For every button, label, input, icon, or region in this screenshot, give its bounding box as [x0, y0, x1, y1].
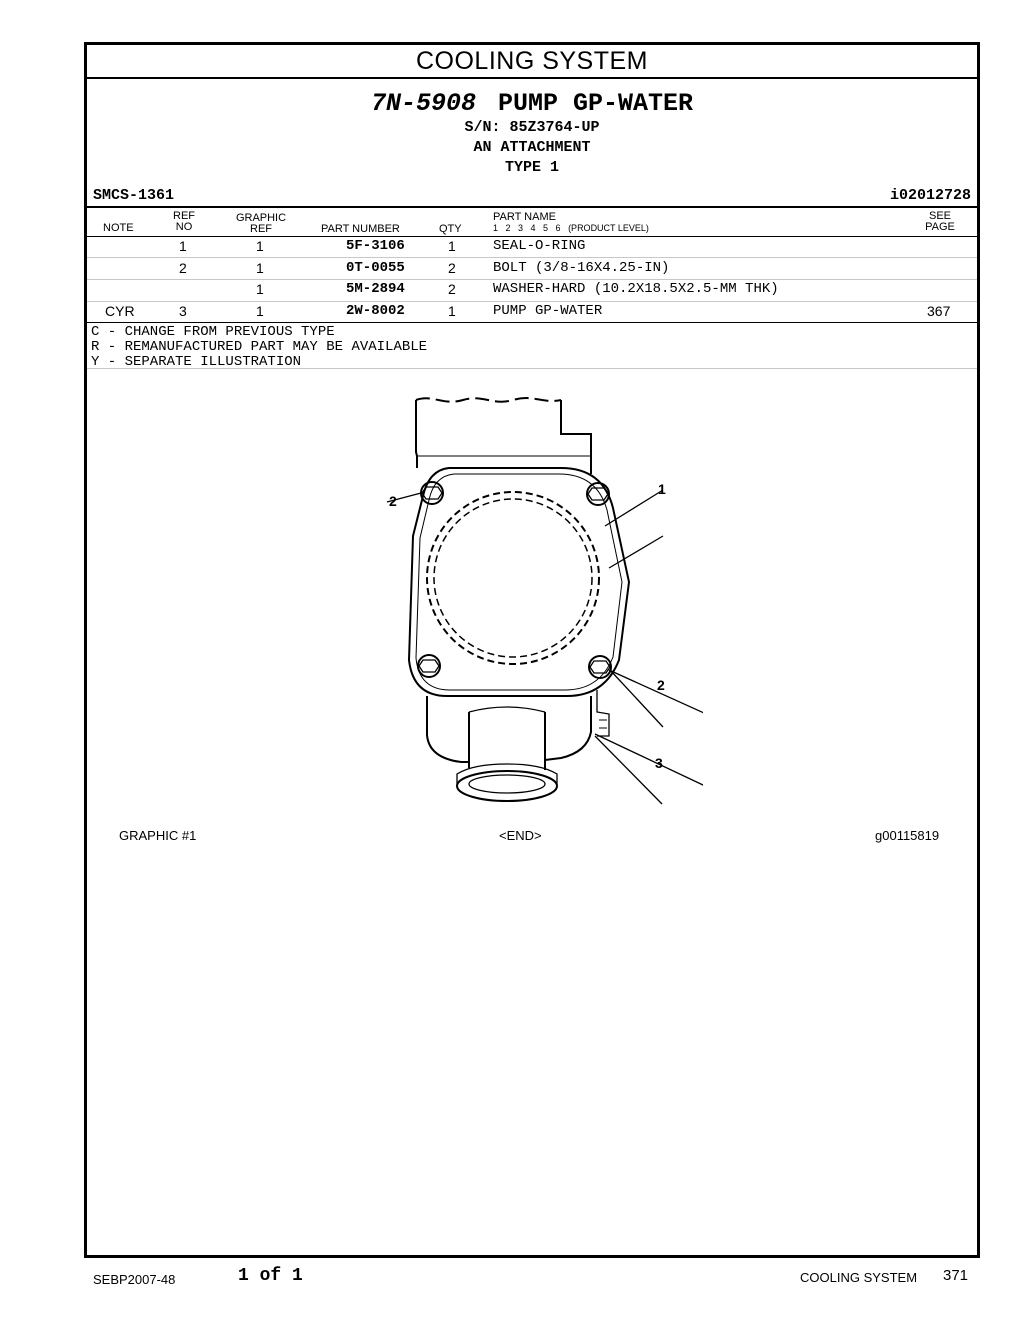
col-qty: QTY	[439, 223, 462, 235]
col-ref-top: REF	[173, 210, 195, 222]
end-label: <END>	[499, 828, 542, 843]
col-graphic-top: GRAPHIC	[235, 212, 287, 224]
col-note: NOTE	[103, 222, 134, 234]
note-separate-illustration: Y - SEPARATE ILLUSTRATION	[91, 354, 302, 370]
table-bottom-divider	[87, 322, 977, 323]
col-graphic-bottom: REF	[250, 223, 272, 235]
footer-page-number: 371	[943, 1267, 969, 1284]
column-header-divider	[87, 236, 977, 237]
callout-2-lower: 2	[657, 677, 665, 693]
row4-note: CYR	[105, 303, 135, 319]
row4-qty: 1	[448, 303, 456, 319]
document-id: i02012728	[889, 187, 971, 204]
row1-part-name: SEAL-O-RING	[493, 238, 586, 254]
row-divider	[87, 279, 977, 280]
callout-2-upper: 2	[389, 493, 397, 509]
attachment-label: AN ATTACHMENT	[473, 139, 591, 156]
row4-part-name: PUMP GP-WATER	[493, 303, 603, 319]
callout-1: 1	[658, 481, 666, 497]
footer-doc-number: SEBP2007-48	[93, 1272, 176, 1287]
col-ref-bottom: NO	[175, 221, 193, 233]
callout-leaders	[373, 390, 793, 810]
row-divider	[87, 301, 977, 302]
group-header	[87, 89, 977, 118]
footer-page-of: 1 of 1	[238, 1266, 303, 1286]
row4-see-page: 367	[927, 303, 951, 319]
row3-part-number: 5M-2894	[346, 281, 405, 297]
col-graphic	[231, 213, 291, 235]
row1-qty: 1	[448, 238, 456, 254]
row2-graphic: 1	[256, 260, 264, 276]
row1-ref: 1	[179, 238, 187, 254]
col-see-page	[923, 211, 957, 233]
row2-part-name: BOLT (3/8-16X4.25-IN)	[493, 260, 670, 276]
row1-part-number: 5F-3106	[346, 238, 405, 254]
col-level-numbers: 1 2 3 4 5 6	[493, 223, 561, 233]
row4-part-number: 2W-8002	[346, 303, 405, 319]
title-divider	[87, 77, 977, 79]
graphic-id: g00115819	[875, 828, 940, 843]
serial-number: S/N: 85Z3764-UP	[464, 119, 600, 136]
row2-ref: 2	[179, 260, 187, 276]
row-divider	[87, 257, 977, 258]
section-title: COOLING SYSTEM	[415, 47, 649, 75]
callout-3: 3	[655, 755, 663, 771]
row4-graphic: 1	[256, 303, 264, 319]
row4-ref: 3	[179, 303, 187, 319]
notes-divider	[87, 368, 977, 369]
row1-graphic: 1	[256, 238, 264, 254]
smcs-code: SMCS-1361	[93, 187, 175, 204]
notes-block	[91, 325, 427, 370]
header-divider	[87, 206, 977, 208]
footer-section: COOLING SYSTEM	[800, 1270, 918, 1285]
row2-qty: 2	[448, 260, 456, 276]
note-remanufactured: R - REMANUFACTURED PART MAY BE AVAILABLE	[91, 339, 428, 355]
row3-graphic: 1	[256, 281, 264, 297]
row3-qty: 2	[448, 281, 456, 297]
col-see-top: SEE	[928, 210, 951, 222]
note-change: C - CHANGE FROM PREVIOUS TYPE	[91, 324, 335, 340]
page-frame	[84, 42, 980, 1258]
col-see-bottom: PAGE	[925, 221, 955, 233]
row3-part-name: WASHER-HARD (10.2X18.5X2.5-MM THK)	[493, 281, 779, 297]
col-ref	[169, 211, 199, 233]
group-part-number: 7N-5908	[370, 89, 476, 118]
col-levels	[493, 223, 649, 233]
group-part-name: PUMP GP-WATER	[497, 89, 694, 118]
col-part-name: PART NAME	[493, 211, 556, 223]
type-label: TYPE 1	[504, 159, 559, 176]
col-product-level: (PRODUCT LEVEL)	[568, 223, 649, 233]
col-part-number: PART NUMBER	[321, 223, 400, 235]
graphic-label: GRAPHIC #1	[119, 828, 197, 843]
row2-part-number: 0T-0055	[346, 260, 405, 276]
